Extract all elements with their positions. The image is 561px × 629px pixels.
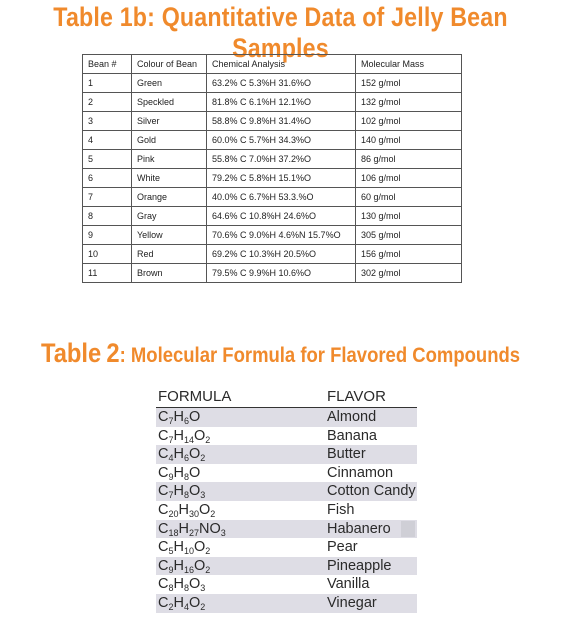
table-cell: 81.8% C 6.1%H 12.1%O [207, 93, 356, 112]
formula-element: O [194, 557, 206, 574]
formula-element: C [158, 539, 169, 556]
formula-subscript: 2 [205, 434, 211, 445]
formula-cell [158, 501, 215, 520]
list-item [156, 520, 417, 539]
table-cell: Silver [132, 112, 207, 131]
gray-marker [401, 521, 415, 537]
formula-element: NO [199, 520, 221, 537]
formula-element: H [173, 446, 184, 463]
table-cell: 156 g/mol [356, 245, 462, 264]
flavor-cell: Habanero [327, 520, 391, 537]
table-cell: 5 [83, 150, 132, 169]
formula-subscript: 27 [188, 527, 199, 538]
formula-element: O [189, 483, 201, 500]
formula-element: C [158, 427, 169, 444]
table-cell: 4 [83, 131, 132, 150]
table-cell: 140 g/mol [356, 131, 462, 150]
formula-subscript: 2 [205, 564, 211, 575]
formula-subscript: 16 [183, 564, 194, 575]
list-item [156, 538, 417, 557]
formula-element: H [173, 539, 184, 556]
formula-element: H [173, 464, 184, 481]
table-cell: Orange [132, 188, 207, 207]
table-cell: 302 g/mol [356, 264, 462, 283]
formula-element: C [158, 576, 169, 593]
formula-element: C [158, 594, 169, 611]
table-cell: 79.2% C 5.8%H 15.1%O [207, 169, 356, 188]
table-cell: 60 g/mol [356, 188, 462, 207]
formula-subscript: 7 [168, 490, 174, 501]
list-item [156, 482, 417, 501]
table-cell: 64.6% C 10.8%H 24.6%O [207, 207, 356, 226]
table-row [83, 245, 462, 264]
table2-title-prefix: Table [40, 338, 102, 368]
formula-cell [158, 445, 205, 464]
formula-element: O [189, 464, 201, 481]
formula-subscript: 6 [183, 416, 189, 426]
table-row [83, 169, 462, 188]
formula-element: O [194, 539, 206, 556]
formula-element: O [194, 427, 206, 444]
table-cell: Gray [132, 207, 207, 226]
table-row [83, 150, 462, 169]
list-item [156, 427, 417, 446]
table-cell: 6 [83, 169, 132, 188]
table-header-row [83, 55, 462, 74]
table-row [83, 74, 462, 93]
table-cell: 305 g/mol [356, 226, 462, 245]
formula-subscript: 4 [183, 601, 189, 612]
formula-subscript: 3 [200, 490, 206, 501]
formula-element: H [178, 501, 189, 518]
formula-element: O [189, 576, 201, 593]
formula-subscript: 6 [183, 453, 189, 464]
formula-subscript: 4 [168, 453, 174, 464]
formula-subscript: 2 [205, 546, 211, 557]
flavor-cell: Pear [327, 539, 358, 556]
list-item [156, 408, 417, 427]
table-cell: 40.0% C 6.7%H 53.3.%O [207, 188, 356, 207]
flavor-cell: Pineapple [327, 557, 392, 574]
table-cell: 102 g/mol [356, 112, 462, 131]
table-cell: 8 [83, 207, 132, 226]
formula-subscript: 2 [200, 601, 206, 612]
table-row [83, 207, 462, 226]
formula-cell [158, 557, 210, 576]
list-item [156, 575, 417, 594]
formula-element: C [158, 483, 169, 500]
table-row [83, 131, 462, 150]
formula-cell [158, 464, 200, 483]
table-cell: 86 g/mol [356, 150, 462, 169]
formula-header: FORMULA [158, 388, 232, 405]
column-header: Chemical Analysis [207, 55, 356, 74]
flavor-cell: Banana [327, 427, 377, 444]
list-item [156, 445, 417, 464]
formula-cell [158, 575, 205, 594]
formula-subscript: 9 [168, 471, 174, 482]
table-cell: 63.2% C 5.3%H 31.6%O [207, 74, 356, 93]
formula-subscript: 3 [200, 583, 206, 594]
formula-cell [158, 427, 210, 446]
table-cell: 70.6% C 9.0%H 4.6%N 15.7%O [207, 226, 356, 245]
table-cell: Speckled [132, 93, 207, 112]
table2-title [34, 338, 528, 369]
flavor-header: FLAVOR [327, 388, 386, 405]
table-cell: Red [132, 245, 207, 264]
formula-element: H [173, 483, 184, 500]
table-cell: 79.5% C 9.9%H 10.6%O [207, 264, 356, 283]
formula-subscript: 8 [183, 471, 189, 482]
table-cell: 130 g/mol [356, 207, 462, 226]
formula-cell [158, 482, 205, 501]
formula-subscript: 8 [168, 583, 174, 594]
table-cell: 69.2% C 10.3%H 20.5%O [207, 245, 356, 264]
column-header: Colour of Bean [132, 55, 207, 74]
formula-element: H [178, 520, 189, 537]
formula-subscript: 7 [168, 416, 174, 426]
table2-title-rest: : Molecular Formula for Flavored Compounds [119, 344, 521, 367]
formula-element: H [173, 576, 184, 593]
formula-element: H [173, 594, 184, 611]
formula-subscript: 7 [168, 434, 174, 445]
flavor-cell: Butter [327, 446, 366, 463]
flavor-formula-table [156, 387, 417, 613]
formula-element: C [158, 520, 169, 537]
formula-element: O [189, 446, 201, 463]
formula-cell [158, 594, 205, 613]
table2-title-number: 2 [106, 338, 120, 368]
table-row [83, 226, 462, 245]
table-cell: 7 [83, 188, 132, 207]
table-cell: 1 [83, 74, 132, 93]
formula-subscript: 14 [183, 434, 194, 445]
formula-element: C [158, 409, 169, 425]
column-header: Bean # [83, 55, 132, 74]
formula-subscript: 10 [183, 546, 194, 557]
table-cell: 2 [83, 93, 132, 112]
formula-element: C [158, 464, 169, 481]
table-row [83, 264, 462, 283]
flavor-table-header [156, 387, 417, 408]
formula-subscript: 20 [168, 508, 179, 519]
table-cell: 58.8% C 9.8%H 31.4%O [207, 112, 356, 131]
table-row [83, 188, 462, 207]
formula-element: C [158, 501, 169, 518]
formula-subscript: 2 [168, 601, 174, 612]
formula-element: O [189, 594, 201, 611]
table-cell: Gold [132, 131, 207, 150]
table-cell: 60.0% C 5.7%H 34.3%O [207, 131, 356, 150]
formula-element: H [173, 409, 184, 425]
list-item [156, 464, 417, 483]
table-row [83, 93, 462, 112]
formula-subscript: 2 [200, 453, 206, 464]
list-item [156, 594, 417, 613]
formula-element: C [158, 446, 169, 463]
list-item [156, 557, 417, 576]
formula-cell [158, 520, 226, 539]
formula-subscript: 9 [168, 564, 174, 575]
formula-subscript: 8 [183, 583, 189, 594]
flavor-cell: Vanilla [327, 576, 370, 593]
flavor-cell: Fish [327, 501, 355, 518]
formula-subscript: 8 [183, 490, 189, 501]
formula-subscript: 3 [220, 527, 226, 538]
formula-cell [158, 408, 200, 427]
table-cell: White [132, 169, 207, 188]
formula-subscript: 30 [188, 508, 199, 519]
table-cell: 9 [83, 226, 132, 245]
table-cell: 106 g/mol [356, 169, 462, 188]
flavor-cell: Cinnamon [327, 464, 394, 481]
formula-element: O [189, 409, 201, 425]
table-cell: 3 [83, 112, 132, 131]
formula-element: H [173, 557, 184, 574]
table-cell: Green [132, 74, 207, 93]
formula-element: O [199, 501, 211, 518]
formula-subscript: 18 [168, 527, 179, 538]
table-cell: Yellow [132, 226, 207, 245]
formula-cell [158, 538, 210, 557]
formula-element: C [158, 557, 169, 574]
table-cell: Brown [132, 264, 207, 283]
flavor-cell: Vinegar [327, 594, 377, 611]
column-header: Molecular Mass [356, 55, 462, 74]
flavor-cell: Cotton Candy [327, 483, 416, 500]
list-item [156, 501, 417, 520]
table1-title: Table 1b: Quantitative Data of Jelly Bean Samples [53, 2, 508, 63]
table-row [83, 112, 462, 131]
table-cell: 152 g/mol [356, 74, 462, 93]
table-cell: 132 g/mol [356, 93, 462, 112]
table-cell: Pink [132, 150, 207, 169]
flavor-cell: Almond [327, 409, 377, 425]
formula-element: H [173, 427, 184, 444]
formula-subscript: 2 [210, 508, 216, 519]
formula-subscript: 5 [168, 546, 174, 557]
jelly-bean-data-table [82, 54, 462, 283]
table-cell: 10 [83, 245, 132, 264]
table-cell: 11 [83, 264, 132, 283]
table-cell: 55.8% C 7.0%H 37.2%O [207, 150, 356, 169]
